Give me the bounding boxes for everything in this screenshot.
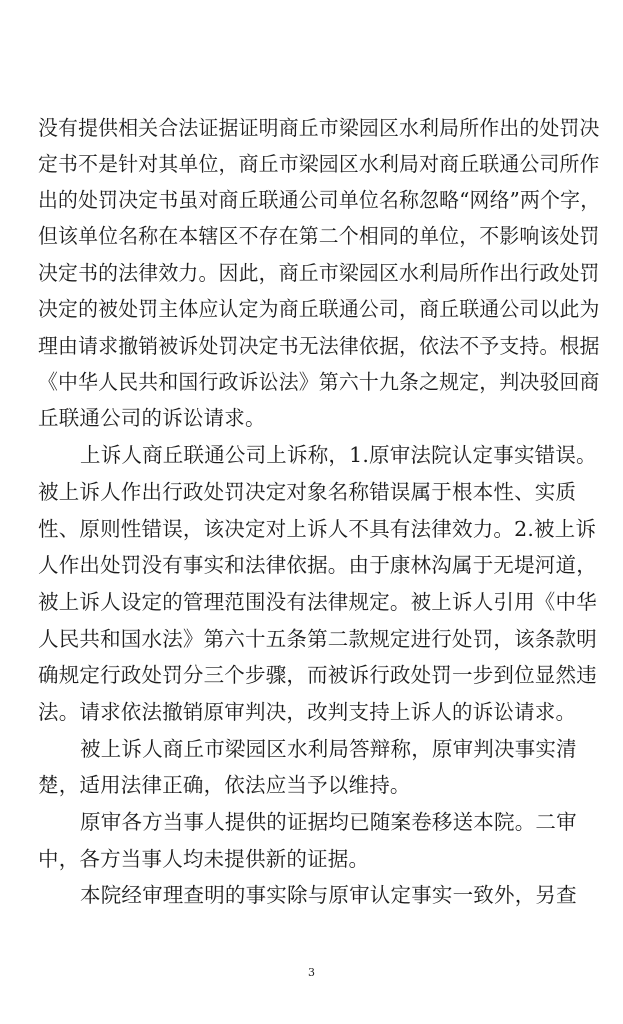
text-line: 人民共和国水法》第六十五条第二款规定进行处罚，该条款明 [38,627,597,651]
text-line: 《中华人民共和国行政诉讼法》第六十九条之规定，判决驳回商 [38,370,600,394]
text-line: 法。请求依法撤销原审判决，改判支持上诉人的诉讼请求。 [38,700,577,724]
text-line: 决定的被处罚主体应认定为商丘联通公司，商丘联通公司以此为 [38,297,600,321]
text-line: 被上诉人设定的管理范围没有法律规定。被上诉人引用《中华 [38,590,597,614]
text-line: 原审各方当事人提供的证据均已随案卷移送本院。二审 [80,810,577,834]
text-line: 被上诉人作出行政处罚决定对象名称错误属于根本性、实质 [38,480,577,504]
text-line: 出的处罚决定书虽对商丘联通公司单位名称忽略“网络”两个字， [38,188,601,212]
text-line: 被上诉人商丘市梁园区水利局答辩称，原审判决事实清 [80,737,577,761]
text-line: 决定书的法律效力。因此，商丘市梁园区水利局所作出行政处罚 [38,261,600,285]
text-line: 丘联通公司的诉讼请求。 [38,406,266,430]
text-line: 性、原则性错误，该决定对上诉人不具有法律效力。2.被上诉 [38,517,597,541]
text-line: 定书不是针对其单位，商丘市梁园区水利局对商丘联通公司所作 [38,152,600,176]
text-line: 确规定行政处罚分三个步骤，而被诉行政处罚一步到位显然违 [38,663,597,687]
text-line: 本院经审理查明的事实除与原审认定事实一致外，另查 [80,883,577,907]
text-line: 上诉人商丘联通公司上诉称，1.原审法院认定事实错误。 [80,443,597,467]
text-line: 理由请求撤销被诉处罚决定书无法律依据，依法不予支持。根据 [38,334,600,358]
text-line: 楚，适用法律正确，依法应当予以维持。 [38,773,411,797]
text-line: 没有提供相关合法证据证明商丘市梁园区水利局所作出的处罚决 [38,116,600,140]
text-line: 人作出处罚没有事实和法律依据。由于康林沟属于无堤河道， [38,553,597,577]
text-line: 中，各方当事人均未提供新的证据。 [38,847,370,871]
text-line: 但该单位名称在本辖区不存在第二个相同的单位，不影响该处罚 [38,224,600,248]
page-number: 3 [308,966,315,979]
